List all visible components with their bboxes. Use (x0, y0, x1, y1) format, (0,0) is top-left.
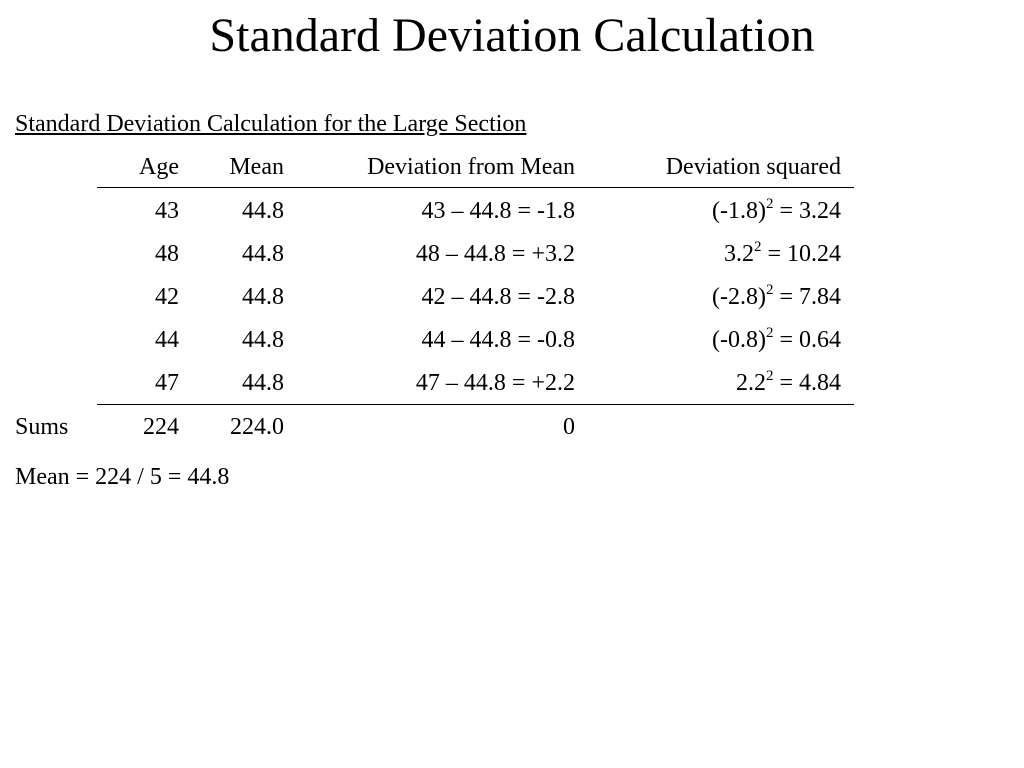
sums-mean: 224.0 (230, 414, 284, 440)
mean-formula: Mean = 224 / 5 = 44.8 (15, 464, 230, 490)
squared-base: (-1.8) (711, 198, 766, 224)
sums-age: 224 (143, 414, 179, 440)
header-age: Age (139, 154, 179, 180)
row-mean: 44.8 (242, 370, 284, 396)
row-age: 43 (155, 198, 179, 224)
row-deviation: 43 – 44.8 = -1.8 (421, 198, 575, 224)
squared-exponent: 2 (753, 239, 762, 255)
sums-rule (97, 404, 854, 405)
row-mean: 44.8 (242, 198, 284, 224)
squared-result: = 0.64 (773, 327, 841, 353)
row-deviation: 44 – 44.8 = -0.8 (421, 327, 575, 353)
squared-result: = 3.24 (773, 198, 841, 224)
row-squared (712, 326, 841, 354)
squared-result: = 4.84 (773, 370, 841, 396)
row-squared (712, 283, 841, 311)
squared-exponent: 2 (765, 368, 774, 384)
row-mean: 44.8 (242, 327, 284, 353)
sums-label: Sums (15, 414, 69, 440)
row-squared (724, 240, 841, 268)
squared-base: (-0.8) (711, 327, 766, 353)
row-squared (712, 197, 841, 225)
section-subtitle: Standard Deviation Calculation for the Large Section (15, 111, 527, 137)
squared-exponent: 2 (765, 196, 774, 212)
header-rule (97, 187, 854, 188)
row-age: 44 (155, 327, 179, 353)
squared-base: 2.2 (735, 370, 766, 396)
squared-result: = 10.24 (761, 241, 841, 267)
page-title: Standard Deviation Calculation (209, 9, 815, 62)
row-squared (736, 369, 841, 397)
sums-deviation: 0 (563, 414, 575, 440)
row-mean: 44.8 (242, 284, 284, 310)
squared-exponent: 2 (765, 282, 774, 298)
row-age: 47 (155, 370, 179, 396)
row-deviation: 42 – 44.8 = -2.8 (421, 284, 575, 310)
header-squared: Deviation squared (665, 154, 841, 180)
squared-result: = 7.84 (773, 284, 841, 310)
squared-base: (-2.8) (711, 284, 766, 310)
row-age: 48 (155, 241, 179, 267)
squared-exponent: 2 (765, 325, 774, 341)
header-deviation: Deviation from Mean (367, 154, 575, 180)
row-age: 42 (155, 284, 179, 310)
row-mean: 44.8 (242, 241, 284, 267)
header-mean: Mean (229, 154, 284, 180)
row-deviation: 48 – 44.8 = +3.2 (415, 241, 575, 267)
row-deviation: 47 – 44.8 = +2.2 (415, 370, 575, 396)
squared-base: 3.2 (723, 241, 754, 267)
